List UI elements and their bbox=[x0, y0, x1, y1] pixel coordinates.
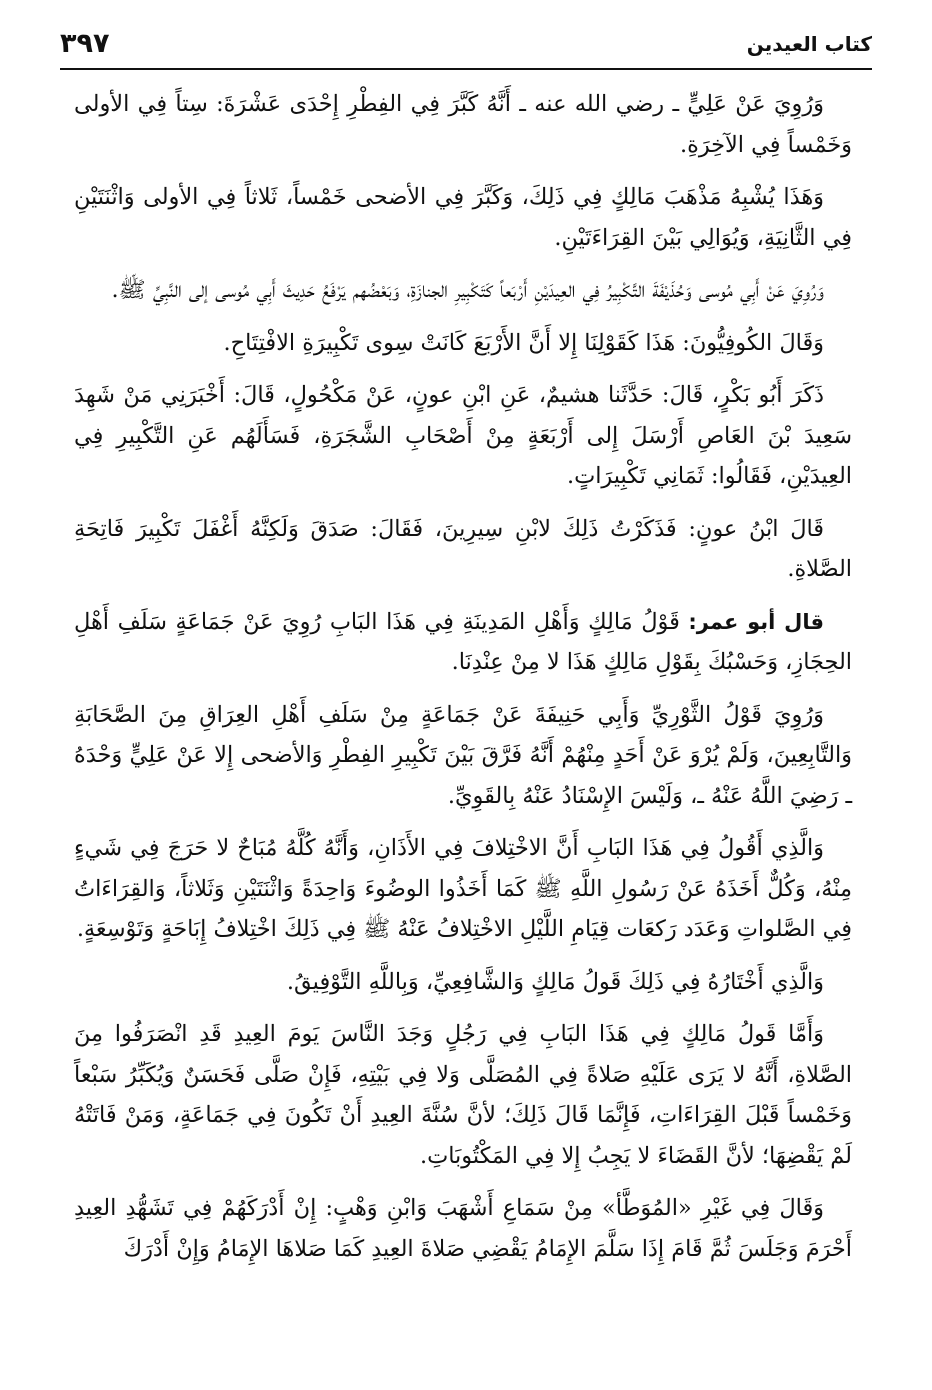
page-header bbox=[60, 18, 872, 64]
paragraph-text: وَرُوِيَ عَنْ عَلِيٍّ ـ رضي الله عنه ـ أَنَّهُ كَبَّرَ فِي الفِطْرِ إِحْدَى عَشْرَةَ: سِتاً فِي الأولى وَخَمْساً فِي الآخِرَةِ. bbox=[74, 91, 852, 158]
paragraph bbox=[74, 828, 852, 950]
paragraph bbox=[74, 695, 852, 817]
paragraph bbox=[74, 962, 852, 1003]
paragraph bbox=[74, 270, 852, 311]
paragraph-text: وَهَذَا يُشْبِهُ مَذْهَبَ مَالِكٍ فِي ذَلِكَ، وَكَبَّرَ فِي الأضحى خَمْساً، ثَلاثاً فِي الأولى وَاثْنَتَيْنِ فِي الثَّانِيَةِ، وَيُوَالِي بَيْنَ القِرَاءَتَيْنِ. bbox=[74, 184, 852, 251]
paragraph-text: وَالَّذِي أَقُولُ فِي هَذَا البَابِ أَنَّ الاخْتِلافَ فِي الأَذَانِ، وَأَنَّهُ كُلَّهُ مُبَاحٌ لا حَرَجَ فِي شَيءٍ مِنْهُ، وَكُلٌّ أَخَذَهُ عَنْ رَسُولِ اللَّهِ ﷺ كَمَا أَخَذُوا الوضُوءَ وَاحِدَةً وَاثْنَتَيْنِ وَثَلاثاً، وَالقِرَاءَاتُ فِي الصَّلواتِ وَعَدَد رَكعَات قِيَامِ اللَّيْلِ الاخْتِلافُ عَنْهُ ﷺ فِي ذَلِكَ اخْتِلافُ إِبَاحَةٍ وَتَوْسِعَةٍ. bbox=[74, 835, 852, 942]
paragraph-text: وَقَالَ الكُوفِيُّونَ: هَذَا كَقَوْلِنَا إِلا أَنَّ الأَرْبَعَ كَانَتْ سِوى تَكْبِيرَةِ الافْتِتَاحِ. bbox=[223, 329, 824, 356]
paragraph-text: وَأَمَّا قَولُ مَالِكٍ فِي هَذَا البَابِ فِي رَجُلٍ وَجَدَ النَّاسَ يَومَ العِيدِ قَدِ انْصَرَفُوا مِنَ الصَّلاةِ، أَنَّهُ لا يَرَى عَلَيْهِ صَلاةً فِي المُصَلَّى وَلا فِي بَيْتِهِ، فَإِنْ صَلَّى فَحَسَنٌ وَيُكَبِّرُ سَبْعاً وَخَمْساً قَبْلَ القِرَاءَاتِ، فَإِنَّمَا قَالَ ذَلِكَ؛ لأنَّ سُنَّةَ العِيدِ أَنْ تَكُونَ فِي جَمَاعَةٍ، وَمَنْ فَاتَتْهُ لَمْ يَقْضِهَا؛ لأنَّ القَضَاءَ لا يَجِبُ إِلا فِي المَكْتُوبَاتِ. bbox=[74, 1021, 852, 1169]
paragraph bbox=[74, 1014, 852, 1176]
paragraph-text: وَرُوِيَ عَنْ أَبِي مُوسى وَحُذَيْفَةَ التَّكْبِيرُ فِي العِيدَيْنِ أَرْبَعاً كَتَكْبِيرِ الجنازَةِ، وَبَعْضُهم يَرْفَعُ حَدِيثَ أَبِي مُوسى إلى النَّبِيِّ ﷺ. bbox=[111, 277, 824, 303]
paragraph bbox=[74, 323, 852, 364]
paragraph-text: وَقَالَ فِي غَيْرِ «المُوَطَّأ» مِنْ سَمَاعِ أَشْهَبَ وَابْنِ وَهْبٍ: إِنْ أَدْرَكَهُمْ فِي تَشَهُّدِ العِيدِ أَحْرَمَ وَجَلَسَ ثُمَّ قَامَ إِذَا سَلَّمَ الإِمَامُ يَقْضِي صَلاةَ العِيدِ كَمَا صَلاهَا الإِمَامُ وَإِنْ أَدْرَكَ bbox=[74, 1195, 852, 1262]
paragraph-text: قَوْلُ مَالِكٍ وَأَهْلِ المَدِينَةِ فِي هَذَا البَابِ رُوِيَ عَنْ جَمَاعَةٍ سَلَفِ أَهْلِ الحِجَازِ، وَحَسْبُكَ بِقَوْلِ مَالِكٍ هَذَا لا مِنْ عِنْدِنَا. bbox=[74, 608, 852, 675]
paragraph bbox=[74, 84, 852, 165]
page-number: ٣٩٧ bbox=[60, 28, 110, 59]
paragraph bbox=[74, 375, 852, 497]
paragraph bbox=[74, 509, 852, 590]
paragraph bbox=[74, 602, 852, 683]
book-title: كتاب العيدين bbox=[746, 32, 872, 56]
paragraph-text: ذَكَرَ أَبُو بَكْرٍ، قَالَ: حَدَّثَنا هشيمٌ، عَنِ ابْنِ عونٍ، عَنْ مَكْحُولٍ، قَالَ: أَخْبَرَنِي مَنْ شَهِدَ سَعِيدَ بْنَ العَاصِ أَرْسَلَ إِلى أَرْبَعَةٍ مِنْ أَصْحَابِ الشَّجَرَةِ، فَسَأَلَهُم عَنِ التَّكْبِيرِ فِي العِيدَيْنِ، فَقَالُوا: ثَمَانِي تَكْبِيرَاتٍ. bbox=[74, 382, 852, 489]
header-rule bbox=[60, 68, 872, 70]
paragraph-text: قَالَ ابْنُ عونٍ: فَذَكَرْتُ ذَلِكَ لابْنِ سِيرِينَ، فَقَالَ: صَدَقَ وَلَكِنَّهُ أَغْفَلَ تَكْبِيرَ فَاتِحَةِ الصَّلاةِ. bbox=[74, 515, 852, 582]
paragraph-text: وَالَّذِي أَخْتَارُهُ فِي ذَلِكَ قَولُ مَالِكٍ وَالشَّافِعِيِّ، وَبِاللَّهِ التَّوْفِيقُ. bbox=[286, 968, 824, 995]
paragraph-lead: قال أبو عمر: bbox=[688, 609, 824, 634]
page-body bbox=[74, 84, 852, 1370]
paragraph-text: وَرُوِيَ قَوْلُ الثَّوْرِيِّ وَأَبِي حَنِيفَةَ عَنْ جَمَاعَةٍ مِنْ سَلَفِ أَهْلِ العِرَاقِ مِنَ الصَّحَابَةِ وَالتَّابِعِينَ، وَلَمْ يُرْوَ عَنْ أَحَدٍ مِنْهُمْ أَنَّهُ فَرَّقَ بَيْنَ تَكْبِيرِ الفِطْرِ وَالأضحى إِلا عَنْ عَلِيٍّ وَحْدَهُ ـ رَضِيَ اللَّهُ عَنْهُ ـ، وَلَيْسَ الإِسْنَادُ عَنْهُ بِالقَوِيِّ. bbox=[74, 701, 852, 809]
paragraph bbox=[74, 1188, 852, 1269]
paragraph bbox=[74, 177, 852, 258]
